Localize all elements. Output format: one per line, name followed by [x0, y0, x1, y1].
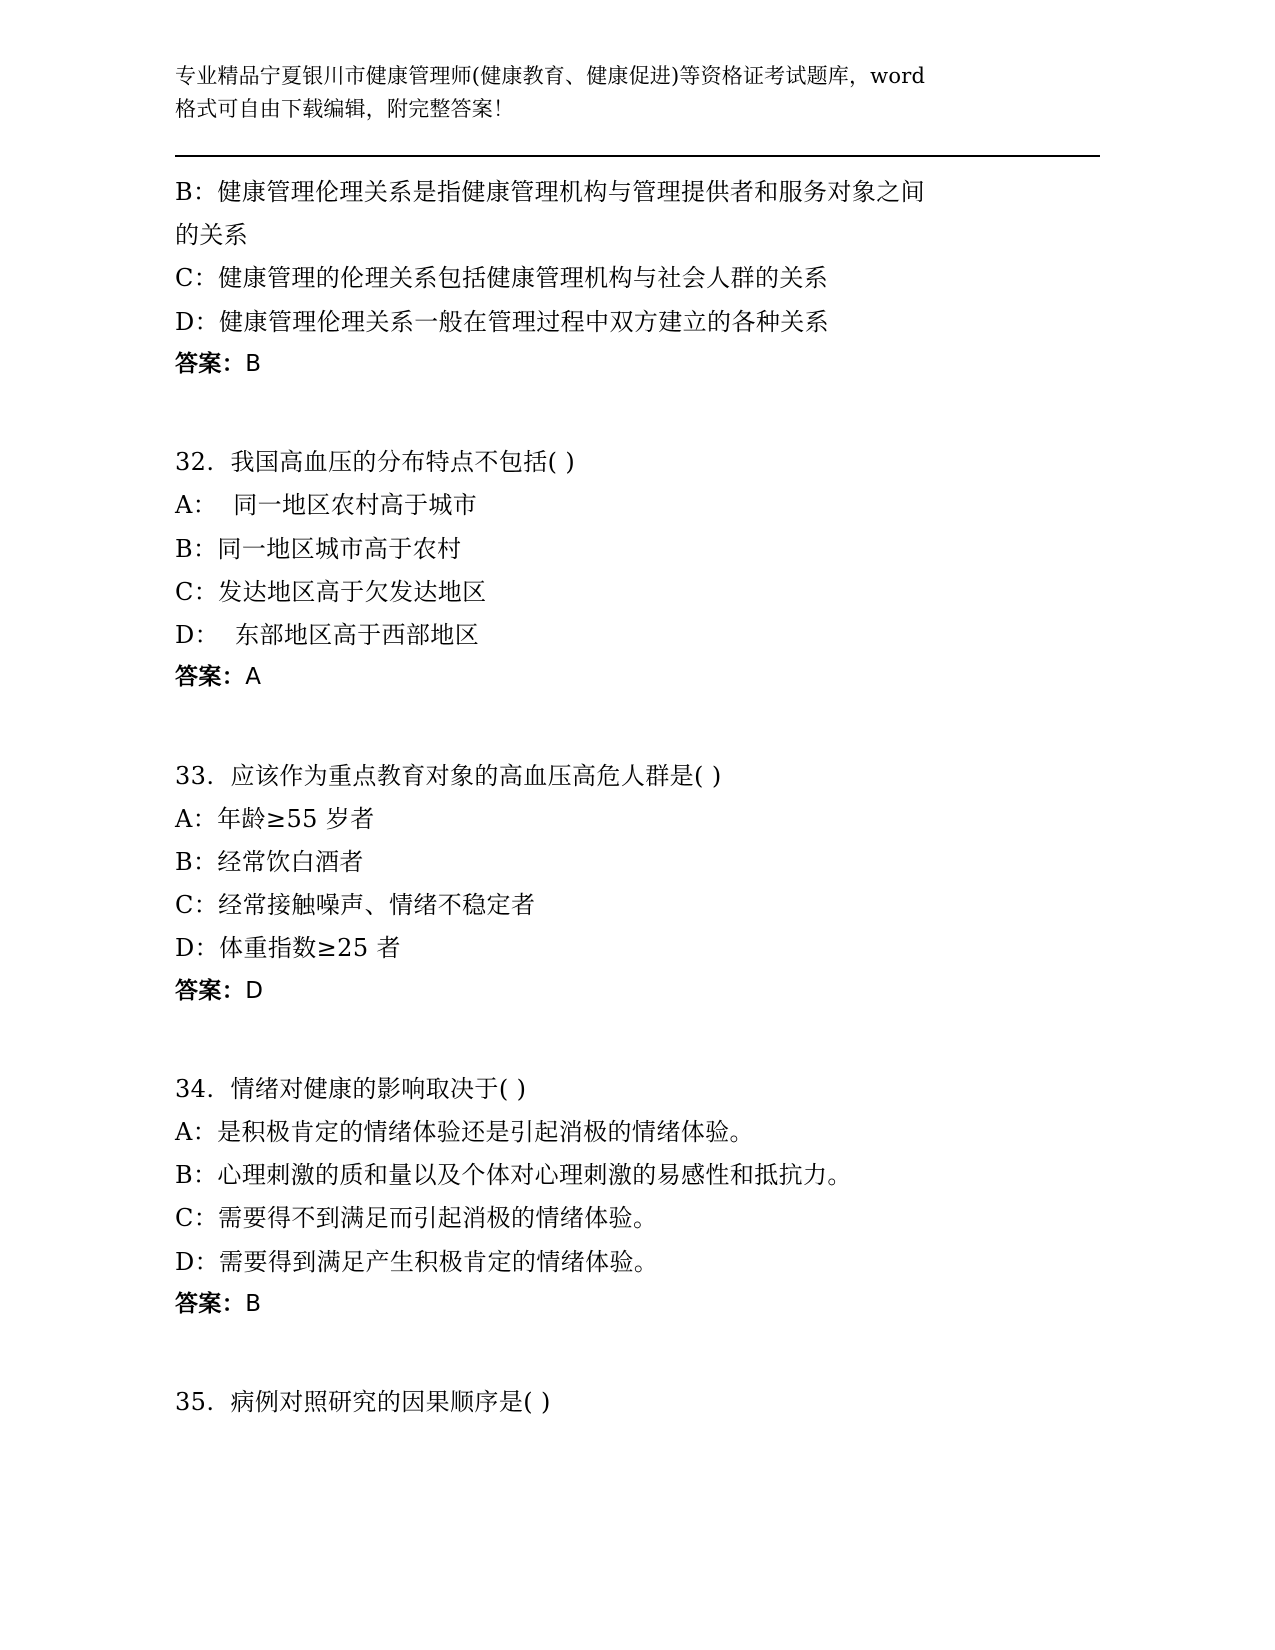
option-line: C：经常接触噪声、情绪不稳定者: [175, 891, 536, 920]
block-spacer: [175, 699, 1100, 755]
header-divider: [175, 155, 1100, 157]
question-number: 32.: [175, 448, 215, 477]
answer-row: [175, 1284, 1100, 1325]
option-line: B：健康管理伦理关系是指健康管理机构与管理提供者和服务对象之间: [175, 178, 926, 207]
document-body: [175, 171, 1100, 1424]
option-line: C：需要得不到满足而引起消极的情绪体验。: [175, 1204, 658, 1233]
answer-value: A: [245, 664, 262, 691]
question-text: 情绪对健康的影响取决于( ): [230, 1074, 527, 1103]
answer-row: [175, 657, 1100, 698]
option-line: B：经常饮白酒者: [175, 847, 364, 876]
answer-label: 答案：: [175, 977, 246, 1004]
option-line: D： 东部地区高于西部地区: [175, 620, 480, 649]
block-spacer: [175, 1012, 1100, 1068]
option-line: A： 同一地区农村高于城市: [175, 491, 478, 520]
answer-value: D: [245, 977, 264, 1004]
question-title: [175, 1381, 1100, 1424]
question-text: 病例对照研究的因果顺序是( ): [230, 1388, 551, 1417]
question-title: [175, 755, 1100, 798]
question-35: [175, 1381, 1100, 1424]
answer-label: 答案：: [175, 350, 246, 377]
question-number: 34.: [175, 1074, 215, 1103]
block-spacer: [175, 385, 1100, 441]
question-34: [175, 1068, 1100, 1325]
question-33: [175, 755, 1100, 1012]
option-line: C：健康管理的伦理关系包括健康管理机构与社会人群的关系: [175, 264, 829, 293]
question-number: 33.: [175, 761, 215, 790]
answer-label: 答案：: [175, 1290, 246, 1317]
block-spacer: [175, 1325, 1100, 1381]
option-line: A：是积极肯定的情绪体验还是引起消极的情绪体验。: [175, 1118, 754, 1147]
question-text: 应该作为重点教育对象的高血压高危人群是( ): [230, 761, 722, 790]
answer-row: [175, 344, 1100, 385]
answer-label: 答案：: [175, 664, 246, 691]
carryover-options-block: [175, 171, 1100, 385]
question-title: [175, 441, 1100, 484]
option-line: D：体重指数≥25 者: [175, 934, 401, 963]
question-title: [175, 1068, 1100, 1111]
page-header: [175, 60, 1100, 125]
option-line: B：心理刺激的质和量以及个体对心理刺激的易感性和抵抗力。: [175, 1161, 852, 1190]
option-line: D：健康管理伦理关系一般在管理过程中双方建立的各种关系: [175, 307, 830, 336]
question-32: [175, 441, 1100, 698]
header-line-2: 格式可自由下载编辑，附完整答案！: [175, 96, 515, 121]
answer-value: B: [245, 350, 262, 377]
option-line: D：需要得到满足产生积极肯定的情绪体验。: [175, 1247, 659, 1276]
option-line: B：同一地区城市高于农村: [175, 534, 462, 563]
answer-row: [175, 971, 1100, 1012]
option-line: A：年龄≥55 岁者: [175, 804, 375, 833]
option-line: 的关系: [175, 221, 249, 250]
header-line-1: 专业精品宁夏银川市健康管理师(健康教育、健康促进)等资格证考试题库，word: [175, 64, 926, 88]
question-number: 35.: [175, 1388, 215, 1417]
question-text: 我国高血压的分布特点不包括( ): [230, 448, 576, 477]
option-line: C：发达地区高于欠发达地区: [175, 577, 487, 606]
answer-value: B: [245, 1290, 262, 1317]
